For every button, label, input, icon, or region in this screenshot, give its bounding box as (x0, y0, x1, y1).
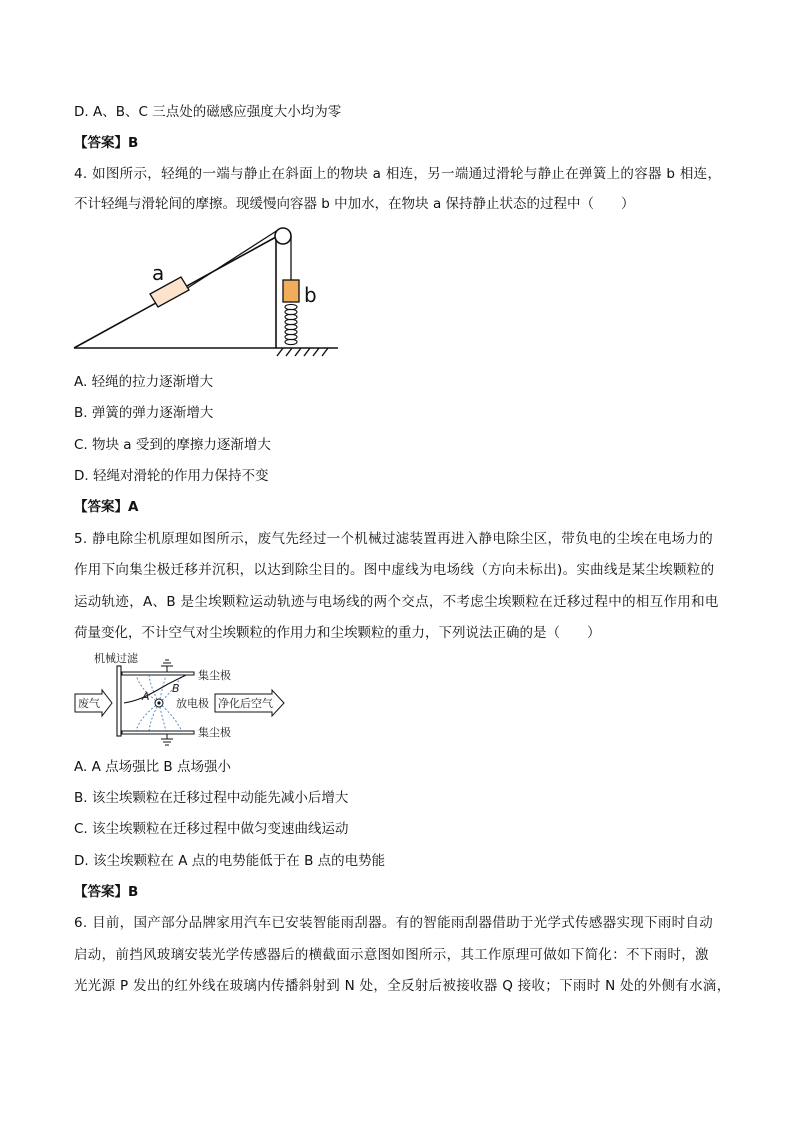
label-collector-top: 集尘极 (198, 669, 231, 682)
q5-answer: 【答案】B (74, 884, 139, 900)
label-collector-bottom: 集尘极 (198, 726, 231, 739)
label-inlet: 废气 (78, 697, 100, 710)
q4-option-a: A. 轻绳的拉力逐渐增大 (74, 374, 214, 390)
q4-answer: 【答案】A (74, 499, 139, 515)
q4-option-c: C. 物块 a 受到的摩擦力逐渐增大 (74, 437, 271, 453)
q6-stem-line3: 光光源 P 发出的红外线在玻璃内传播斜射到 N 处，全反射后被接收器 Q 接收；下雨时 N 处的外侧有水滴， (74, 978, 731, 994)
filter-plate (117, 666, 121, 736)
q4-stem-line1: 4. 如图所示，轻绳的一端与静止在斜面上的物块 a 相连，另一端通过滑轮与静止在弹簧上的容器 b 相连， (74, 166, 722, 182)
q5-stem-line3: 运动轨迹，A、B 是尘埃颗粒运动轨迹与电场线的两个交点，不考虑尘埃颗粒在迁移过程中的相互作用和电 (74, 594, 719, 610)
q6-stem-line2: 启动，前挡风玻璃安装光学传感器后的横截面示意图如图所示，其工作原理可做如下简化：不下雨时，激 (74, 947, 709, 963)
label-block-a: a (152, 261, 165, 285)
label-discharge-electrode: 放电极 (176, 697, 209, 710)
q5-option-b: B. 该尘埃颗粒在迁移过程中动能先减小后增大 (74, 790, 349, 806)
q3-option-d: D. A、B、C 三点处的磁感应强度大小均为零 (74, 104, 342, 120)
q4-option-b: B. 弹簧的弹力逐渐增大 (74, 405, 214, 421)
q5-option-c: C. 该尘埃颗粒在迁移过程中做匀变速曲线运动 (74, 821, 349, 837)
pulley (275, 228, 291, 244)
q5-option-a: A. A 点场强比 B 点场强小 (74, 759, 231, 775)
ground-hatch (277, 348, 328, 356)
q6-stem-line1: 6. 目前，国产部分品牌家用汽车已安装智能雨刮器。有的智能雨刮器借助于光学式传感器实现下雨时自动 (74, 915, 714, 931)
q4-incline-figure (70, 222, 350, 357)
q5-option-d: D. 该尘埃颗粒在 A 点的电势能低于在 B 点的电势能 (74, 853, 386, 869)
container-b (283, 280, 299, 302)
label-point-b: B (172, 682, 180, 695)
label-point-a: A (142, 690, 150, 703)
spring (285, 304, 297, 344)
q4-option-d: D. 轻绳对滑轮的作用力保持不变 (74, 468, 269, 484)
collector-plate-bottom (122, 731, 194, 734)
ground-symbol-bottom (161, 734, 173, 745)
q5-stem-line1: 5. 静电除尘机原理如图所示，废气先经过一个机械过滤装置再进入静电除尘区，带负电的尘埃在电场力的 (74, 531, 714, 547)
q5-stem-line2: 作用下向集尘极迁移并沉积，以达到除尘目的。图中虚线为电场线（方向未标出)。实曲线是某尘埃颗粒的 (74, 562, 715, 578)
q5-precipitator-figure (72, 650, 292, 746)
ground-symbol-top (161, 660, 173, 672)
discharge-electrode-inner (157, 701, 160, 704)
q5-stem-line4: 荷量变化，不计空气对尘埃颗粒的作用力和尘埃颗粒的重力，下列说法正确的是（ ） (74, 625, 601, 641)
rope-incline (186, 230, 278, 289)
label-container-b: b (304, 283, 317, 307)
q3-answer: 【答案】B (74, 135, 139, 151)
label-outlet: 净化后空气 (218, 697, 273, 710)
label-mechanical-filter: 机械过滤 (94, 652, 138, 665)
q4-stem-line2: 不计轻绳与滑轮间的摩擦。现缓慢向容器 b 中加水，在物块 a 保持静止状态的过程中（ ） (74, 196, 635, 212)
collector-plate-top (122, 672, 194, 675)
